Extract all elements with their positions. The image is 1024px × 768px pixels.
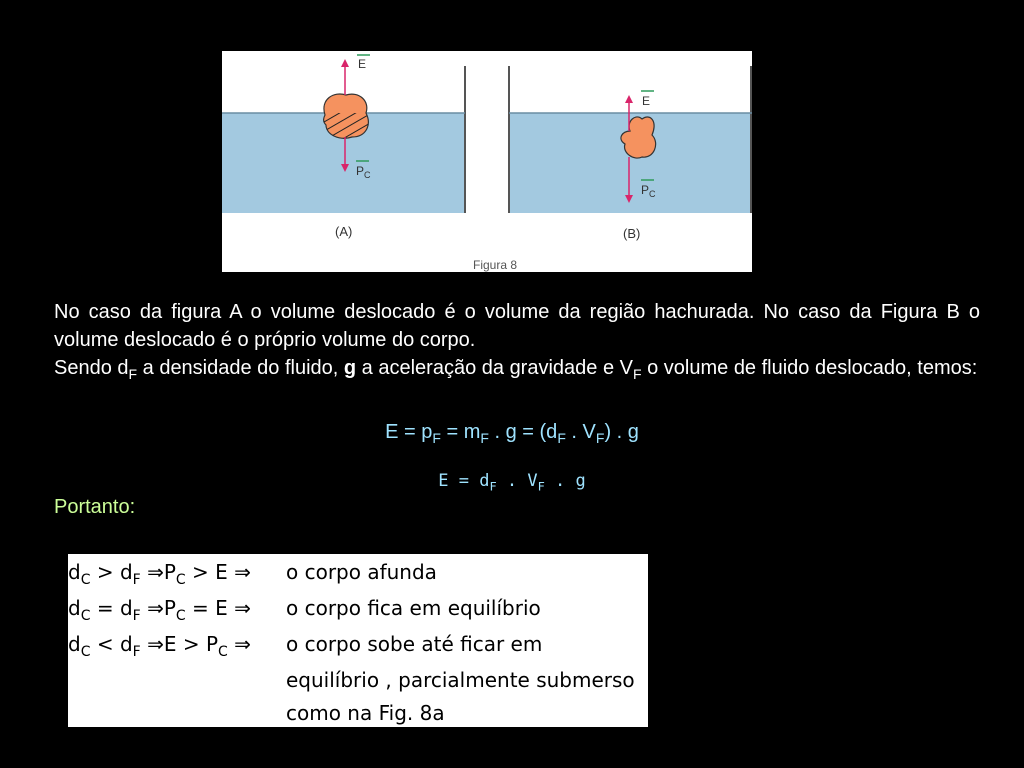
result-3: o corpo sobe até ficar em	[286, 632, 543, 656]
condition-3: $d_C < d_F$ ⇒E > $P_C$ ⇒	[68, 632, 251, 660]
paragraph-1: No caso da figura A o volume deslocado é o volume da região hachurada. No caso da Figura B o volume deslocado é o próprio volume do corpo.	[54, 301, 980, 351]
condition-2: $d_C = d_F$ $\Rightarrow P_C = E$ ⇒	[68, 596, 251, 624]
result-1: o corpo afunda	[286, 560, 437, 584]
figure-caption: Figura 8	[473, 258, 518, 272]
paragraph-2: Sendo $d_F$ a densidade do fluido, g a aceleração da gravidade e $V_F$ o volume de fluido deslocado, temos:	[54, 357, 978, 382]
result-3-cont: equilíbrio , parcialmente submerso	[286, 668, 635, 692]
conclusions-box	[68, 554, 648, 727]
equation-2: $E = d_F$ . $V_F$ . g	[438, 471, 586, 494]
label-p-a: $P_C$	[356, 164, 371, 180]
explanation-text	[54, 298, 980, 388]
label-a: (A)	[335, 224, 353, 239]
arrow-e-a-head	[341, 59, 349, 67]
figure-diagram	[222, 51, 752, 272]
portanto-label: Portanto:	[54, 496, 136, 518]
label-b: (B)	[623, 226, 641, 241]
arrow-e-b-head	[625, 95, 633, 103]
figure-8	[222, 51, 752, 272]
condition-1: $d_C > d_F$ $\Rightarrow P_C > E$ ⇒	[68, 560, 251, 588]
equation-1: $E = p_F = m_F$ . $g = (d_F$ . $V_F$) . g	[385, 421, 639, 446]
result-2: o corpo fica em equilíbrio	[286, 596, 541, 620]
result-3-end: como na Fig. 8a	[286, 701, 445, 725]
label-e-b: E	[642, 94, 651, 108]
label-p-b: $P_C$	[641, 183, 656, 199]
label-e-a: E	[358, 57, 367, 71]
